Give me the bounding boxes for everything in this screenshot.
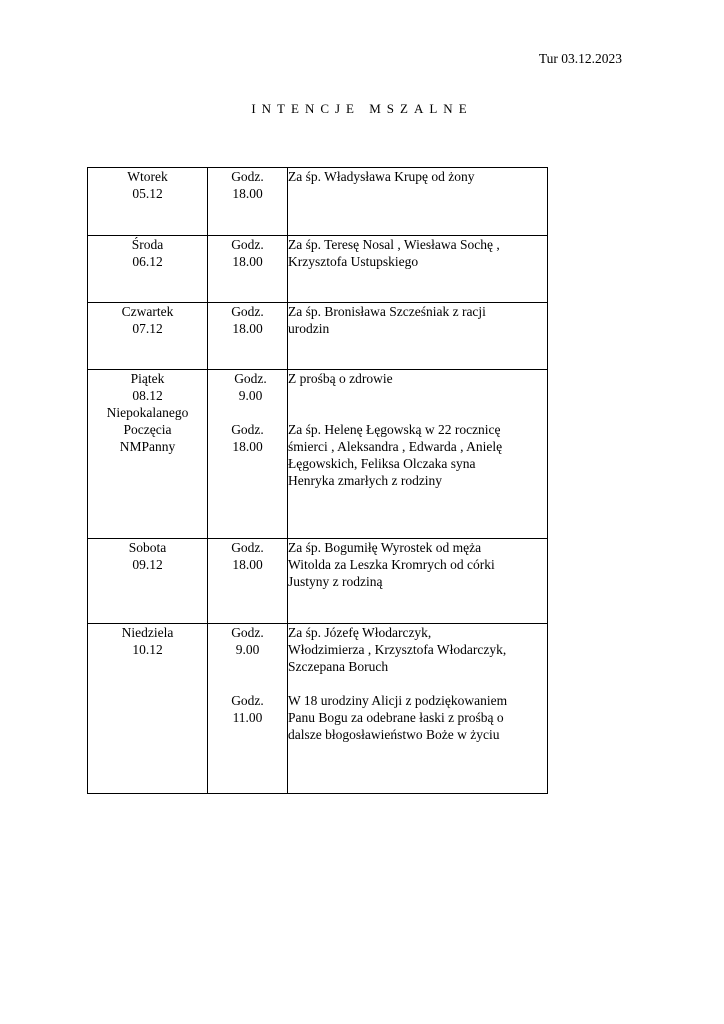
time-cell bbox=[208, 370, 288, 539]
intention-line: Szczepana Boruch bbox=[288, 659, 389, 674]
document-date: Tur 03.12.2023 bbox=[538, 51, 622, 66]
intention-line: Witolda za Leszka Kromrych od córki bbox=[288, 557, 495, 572]
time-cell bbox=[208, 303, 288, 370]
day-name: Niedziela bbox=[121, 625, 174, 640]
time-cell bbox=[208, 624, 288, 794]
time-label: Godz. bbox=[231, 304, 264, 319]
intention-line: Za śp. Władysława Krupę od żony bbox=[288, 169, 475, 184]
intention-line: Łęgowskich, Feliksa Olczaka syna bbox=[288, 456, 476, 471]
intention-cell bbox=[288, 236, 548, 303]
day-date: 08.12 bbox=[132, 388, 163, 403]
time-value: 18.00 bbox=[232, 321, 263, 336]
table-row bbox=[88, 303, 548, 370]
intention bbox=[288, 370, 547, 387]
intention-cell bbox=[288, 539, 548, 624]
feast-name: NMPanny bbox=[119, 439, 176, 454]
intention bbox=[288, 624, 547, 675]
intention-cell bbox=[288, 370, 548, 539]
time-block bbox=[208, 370, 287, 404]
intention bbox=[288, 539, 547, 590]
intention-cell bbox=[288, 303, 548, 370]
intention-line: Włodzimierza , Krzysztofa Włodarczyk, bbox=[288, 642, 507, 657]
day-name: Środa bbox=[131, 237, 164, 252]
day-name: Wtorek bbox=[127, 169, 168, 184]
intention-cell bbox=[288, 168, 548, 236]
day-cell bbox=[88, 539, 208, 624]
day-cell bbox=[88, 168, 208, 236]
table-row bbox=[88, 370, 548, 539]
time-label: Godz. bbox=[231, 693, 264, 708]
time-label: Godz. bbox=[231, 540, 264, 555]
intention-line: urodzin bbox=[288, 321, 330, 336]
intention-line: śmierci , Aleksandra , Edwarda , Anielę bbox=[288, 439, 503, 454]
intention-line: Z prośbą o zdrowie bbox=[288, 371, 393, 386]
intention bbox=[288, 168, 547, 185]
document-title: INTENCJE MSZALNE bbox=[251, 101, 473, 116]
intention-line: Henryka zmarłych z rodziny bbox=[288, 473, 443, 488]
time-value: 18.00 bbox=[232, 254, 263, 269]
time-block bbox=[208, 236, 287, 270]
time-label: Godz. bbox=[231, 169, 264, 184]
time-block bbox=[208, 421, 287, 455]
intention-line: Krzysztofa Ustupskiego bbox=[288, 254, 419, 269]
intention-line: Za śp. Bogumiłę Wyrostek od męża bbox=[288, 540, 482, 555]
time-label: Godz. bbox=[231, 237, 264, 252]
intention bbox=[288, 236, 547, 270]
day-cell bbox=[88, 624, 208, 794]
table-row bbox=[88, 539, 548, 624]
time-block bbox=[208, 624, 287, 658]
time-label: Godz. bbox=[231, 422, 264, 437]
day-cell bbox=[88, 303, 208, 370]
feast-name: Poczęcia bbox=[123, 422, 172, 437]
day-name: Czwartek bbox=[121, 304, 174, 319]
day-date: 07.12 bbox=[132, 321, 163, 336]
time-cell bbox=[208, 236, 288, 303]
day-date: 10.12 bbox=[132, 642, 163, 657]
intention-line: Za śp. Teresę Nosal , Wiesława Sochę , bbox=[288, 237, 500, 252]
feast-name: Niepokalanego bbox=[106, 405, 189, 420]
time-label: Godz. bbox=[234, 371, 267, 386]
time-label: Godz. bbox=[231, 625, 264, 640]
time-value: 9.00 bbox=[238, 388, 263, 403]
time-value: 18.00 bbox=[232, 186, 263, 201]
table-row bbox=[88, 168, 548, 236]
time-cell bbox=[208, 539, 288, 624]
intention-line: Za śp. Bronisława Szcześniak z racji bbox=[288, 304, 486, 319]
day-name: Piątek bbox=[130, 371, 165, 386]
intention-line: Za śp. Helenę Łęgowską w 22 rocznicę bbox=[288, 422, 501, 437]
day-name: Sobota bbox=[128, 540, 167, 555]
intention-cell bbox=[288, 624, 548, 794]
time-cell bbox=[208, 168, 288, 236]
table-row bbox=[88, 236, 548, 303]
day-cell bbox=[88, 236, 208, 303]
day-date: 05.12 bbox=[132, 186, 163, 201]
time-block bbox=[208, 168, 287, 202]
day-date: 09.12 bbox=[132, 557, 163, 572]
time-value: 18.00 bbox=[232, 439, 263, 454]
intention bbox=[288, 421, 547, 489]
time-block bbox=[208, 539, 287, 573]
time-value: 11.00 bbox=[232, 710, 263, 725]
mass-intentions-table bbox=[87, 167, 548, 794]
time-block bbox=[208, 692, 287, 726]
time-value: 18.00 bbox=[232, 557, 263, 572]
intention-line: Justyny z rodziną bbox=[288, 574, 383, 589]
table-row bbox=[88, 624, 548, 794]
time-value: 9.00 bbox=[235, 642, 260, 657]
day-cell bbox=[88, 370, 208, 539]
intention-line: Za śp. Józefę Włodarczyk, bbox=[288, 625, 432, 640]
day-date: 06.12 bbox=[132, 254, 163, 269]
intention-line: dalsze błogosławieństwo Boże w życiu bbox=[288, 727, 500, 742]
time-block bbox=[208, 303, 287, 337]
intention-line: W 18 urodziny Alicji z podziękowaniem bbox=[288, 693, 508, 708]
intention bbox=[288, 692, 547, 743]
intention-line: Panu Bogu za odebrane łaski z prośbą o bbox=[288, 710, 504, 725]
intention bbox=[288, 303, 547, 337]
